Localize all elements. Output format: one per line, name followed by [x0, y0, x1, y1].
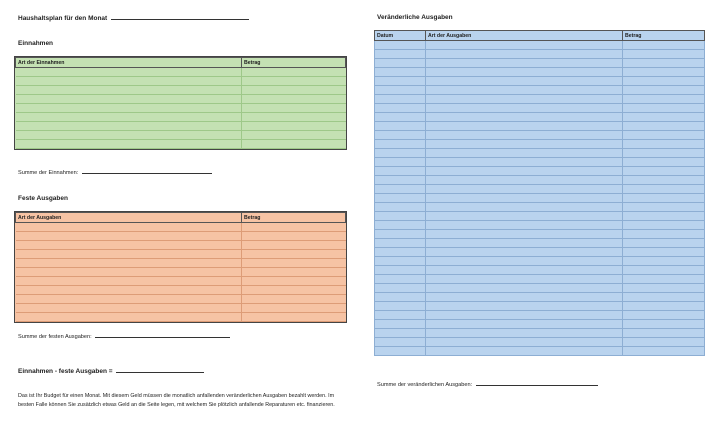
variable-row-cell[interactable]	[623, 185, 705, 194]
variable-row-cell[interactable]	[375, 41, 426, 50]
income-table	[15, 57, 346, 149]
variable-sum-label: Summe der veränderlichen Ausgaben:	[377, 382, 473, 388]
variable-row-cell[interactable]	[623, 212, 705, 221]
variable-row-cell[interactable]	[375, 320, 426, 329]
fixed-col-type: Art der Ausgaben	[16, 213, 242, 223]
variable-row-cell[interactable]	[375, 86, 426, 95]
variable-row-cell[interactable]	[426, 212, 623, 221]
variable-row	[375, 50, 705, 59]
income-row-cell[interactable]	[242, 122, 346, 131]
variable-row-cell[interactable]	[426, 338, 623, 347]
variable-row-cell[interactable]	[426, 131, 623, 140]
fixed-row	[16, 277, 346, 286]
variable-row-cell[interactable]	[623, 104, 705, 113]
variable-row-cell[interactable]	[375, 140, 426, 149]
fixed-row	[16, 223, 346, 232]
income-row-cell[interactable]	[242, 104, 346, 113]
variable-row-cell[interactable]	[623, 221, 705, 230]
variable-row-cell[interactable]	[375, 302, 426, 311]
variable-row-cell[interactable]	[426, 311, 623, 320]
variable-row-cell[interactable]	[623, 41, 705, 50]
variable-row	[375, 248, 705, 257]
variable-row	[375, 347, 705, 356]
variable-row-cell[interactable]	[375, 239, 426, 248]
variable-row-cell[interactable]	[623, 347, 705, 356]
variable-row-cell[interactable]	[623, 338, 705, 347]
variable-row-cell[interactable]	[426, 248, 623, 257]
fixed-sum-blank-line[interactable]	[95, 332, 230, 338]
income-heading: Einnahmen	[18, 40, 54, 47]
fixed-table-body	[16, 223, 346, 322]
variable-row-cell[interactable]	[375, 149, 426, 158]
variable-row-cell[interactable]	[375, 77, 426, 86]
variable-row-cell[interactable]	[623, 320, 705, 329]
fixed-row-cell[interactable]	[16, 295, 242, 304]
variable-row-cell[interactable]	[426, 284, 623, 293]
income-row	[16, 86, 346, 95]
fixed-row	[16, 268, 346, 277]
income-row-cell[interactable]	[242, 95, 346, 104]
variable-row	[375, 140, 705, 149]
variable-row-cell[interactable]	[426, 329, 623, 338]
variable-sum	[377, 380, 598, 388]
page-title-text: Haushaltsplan für den Monat	[18, 15, 108, 22]
variable-row-cell[interactable]	[375, 212, 426, 221]
income-row-cell[interactable]	[16, 68, 242, 77]
variable-row-cell[interactable]	[426, 194, 623, 203]
variable-row	[375, 221, 705, 230]
variable-row	[375, 230, 705, 239]
variable-row-cell[interactable]	[375, 104, 426, 113]
variable-row-cell[interactable]	[426, 140, 623, 149]
variable-row-cell[interactable]	[375, 230, 426, 239]
variable-row-cell[interactable]	[623, 176, 705, 185]
variable-row-cell[interactable]	[426, 149, 623, 158]
fixed-row-cell[interactable]	[242, 250, 346, 259]
fixed-row-cell[interactable]	[16, 277, 242, 286]
income-row-cell[interactable]	[242, 131, 346, 140]
variable-row-cell[interactable]	[623, 239, 705, 248]
variable-row-cell[interactable]	[426, 95, 623, 104]
variable-row-cell[interactable]	[426, 158, 623, 167]
variable-row-cell[interactable]	[623, 113, 705, 122]
fixed-row-cell[interactable]	[242, 313, 346, 322]
income-sum-blank-line[interactable]	[82, 168, 212, 174]
fixed-row-cell[interactable]	[242, 277, 346, 286]
income-col-amount: Betrag	[242, 58, 346, 68]
variable-row	[375, 185, 705, 194]
variable-row-cell[interactable]	[426, 347, 623, 356]
variable-row-cell[interactable]	[426, 257, 623, 266]
variable-row-cell[interactable]	[623, 77, 705, 86]
variable-row-cell[interactable]	[623, 329, 705, 338]
variable-row	[375, 68, 705, 77]
income-row-cell[interactable]	[242, 77, 346, 86]
variable-row-cell[interactable]	[426, 185, 623, 194]
fixed-sum	[18, 332, 230, 340]
variable-row-cell[interactable]	[623, 194, 705, 203]
variable-row-cell[interactable]	[375, 293, 426, 302]
income-row	[16, 104, 346, 113]
variable-row-cell[interactable]	[426, 50, 623, 59]
income-row	[16, 122, 346, 131]
fixed-row-cell[interactable]	[242, 268, 346, 277]
variable-row-cell[interactable]	[623, 284, 705, 293]
variable-row-cell[interactable]	[426, 104, 623, 113]
fixed-row-cell[interactable]	[16, 250, 242, 259]
variable-row-cell[interactable]	[375, 167, 426, 176]
fixed-row	[16, 250, 346, 259]
variable-table-body	[375, 41, 705, 356]
variable-row-cell[interactable]	[426, 266, 623, 275]
fixed-row-cell[interactable]	[242, 223, 346, 232]
variable-heading: Veränderliche Ausgaben	[377, 14, 453, 21]
balance-blank-line[interactable]	[116, 367, 204, 373]
fixed-row	[16, 232, 346, 241]
variable-row	[375, 275, 705, 284]
fixed-table	[15, 212, 346, 322]
fixed-row-cell[interactable]	[16, 241, 242, 250]
variable-row	[375, 176, 705, 185]
income-col-type: Art der Einnahmen	[16, 58, 242, 68]
fixed-row-cell[interactable]	[16, 304, 242, 313]
variable-row-cell[interactable]	[375, 266, 426, 275]
variable-row-cell[interactable]	[623, 248, 705, 257]
variable-row-cell[interactable]	[623, 86, 705, 95]
variable-row	[375, 329, 705, 338]
fixed-row-cell[interactable]	[16, 232, 242, 241]
variable-row-cell[interactable]	[623, 131, 705, 140]
variable-row-cell[interactable]	[426, 203, 623, 212]
variable-row	[375, 284, 705, 293]
variable-col-amount: Betrag	[623, 31, 705, 41]
variable-row-cell[interactable]	[623, 311, 705, 320]
income-row-cell[interactable]	[16, 113, 242, 122]
variable-row	[375, 212, 705, 221]
variable-row-cell[interactable]	[375, 122, 426, 131]
variable-row-cell[interactable]	[623, 122, 705, 131]
variable-row-cell[interactable]	[426, 239, 623, 248]
variable-row-cell[interactable]	[375, 158, 426, 167]
variable-row-cell[interactable]	[623, 59, 705, 68]
fixed-row-cell[interactable]	[242, 232, 346, 241]
variable-row-cell[interactable]	[623, 68, 705, 77]
income-row-cell[interactable]	[242, 140, 346, 149]
variable-row-cell[interactable]	[426, 68, 623, 77]
fixed-heading: Feste Ausgaben	[18, 195, 68, 202]
fixed-row-cell[interactable]	[242, 241, 346, 250]
variable-row	[375, 311, 705, 320]
income-sum-label: Summe der Einnahmen:	[18, 170, 79, 176]
fixed-row-cell[interactable]	[242, 259, 346, 268]
variable-row-cell[interactable]	[426, 320, 623, 329]
variable-row-cell[interactable]	[623, 95, 705, 104]
variable-row	[375, 257, 705, 266]
variable-row	[375, 167, 705, 176]
variable-row	[375, 86, 705, 95]
variable-row	[375, 158, 705, 167]
fixed-col-amount: Betrag	[242, 213, 346, 223]
variable-row	[375, 122, 705, 131]
variable-row-cell[interactable]	[375, 185, 426, 194]
income-row-cell[interactable]	[16, 86, 242, 95]
income-table-body	[16, 68, 346, 149]
variable-row-cell[interactable]	[375, 203, 426, 212]
income-row	[16, 131, 346, 140]
fixed-row	[16, 295, 346, 304]
variable-row-cell[interactable]	[375, 95, 426, 104]
fixed-row-cell[interactable]	[16, 313, 242, 322]
variable-row	[375, 239, 705, 248]
variable-row-cell[interactable]	[426, 167, 623, 176]
variable-row-cell[interactable]	[623, 257, 705, 266]
variable-row-cell[interactable]	[426, 77, 623, 86]
variable-table	[374, 30, 705, 356]
variable-row-cell[interactable]	[375, 284, 426, 293]
variable-row-cell[interactable]	[623, 167, 705, 176]
fixed-row	[16, 304, 346, 313]
variable-row-cell[interactable]	[426, 221, 623, 230]
variable-row	[375, 149, 705, 158]
variable-row	[375, 338, 705, 347]
variable-row	[375, 320, 705, 329]
variable-row	[375, 194, 705, 203]
variable-row	[375, 266, 705, 275]
variable-col-date: Datum	[375, 31, 426, 41]
variable-row-cell[interactable]	[375, 113, 426, 122]
variable-col-type: Art der Ausgaben	[426, 31, 623, 41]
income-sum	[18, 168, 212, 176]
variable-row	[375, 95, 705, 104]
variable-row	[375, 104, 705, 113]
variable-row	[375, 41, 705, 50]
variable-row-cell[interactable]	[623, 50, 705, 59]
income-row	[16, 77, 346, 86]
budget-note: Das ist Ihr Budget für einen Monat. Mit diesem Geld müssen die monatlich anfallenden veränderlichen Ausgaben bezahlt werden. Im besten Falle können Sie zusätzlich etwas Geld an die Seite legen, mit welchem Sie plötzlich anfallende Reparaturen etc. finanzieren.	[18, 393, 335, 408]
income-row	[16, 140, 346, 149]
variable-row-cell[interactable]	[375, 68, 426, 77]
variable-row-cell[interactable]	[426, 293, 623, 302]
fixed-row-cell[interactable]	[16, 268, 242, 277]
variable-row	[375, 302, 705, 311]
fixed-row-cell[interactable]	[242, 286, 346, 295]
variable-row	[375, 131, 705, 140]
income-row-cell[interactable]	[242, 113, 346, 122]
variable-row-cell[interactable]	[375, 194, 426, 203]
variable-row	[375, 113, 705, 122]
variable-row	[375, 59, 705, 68]
income-row	[16, 68, 346, 77]
variable-row-cell[interactable]	[623, 275, 705, 284]
balance-label: Einnahmen - feste Ausgaben =	[18, 368, 113, 375]
variable-row-cell[interactable]	[623, 149, 705, 158]
variable-row-cell[interactable]	[375, 275, 426, 284]
variable-row-cell[interactable]	[426, 176, 623, 185]
variable-row-cell[interactable]	[375, 338, 426, 347]
income-row-cell[interactable]	[242, 86, 346, 95]
fixed-row-cell[interactable]	[16, 259, 242, 268]
income-row-cell[interactable]	[16, 77, 242, 86]
fixed-row	[16, 241, 346, 250]
income-row-cell[interactable]	[16, 104, 242, 113]
fixed-row	[16, 313, 346, 322]
variable-row-cell[interactable]	[375, 347, 426, 356]
variable-row-cell[interactable]	[426, 113, 623, 122]
income-row-cell[interactable]	[16, 95, 242, 104]
variable-row-cell[interactable]	[426, 230, 623, 239]
variable-row-cell[interactable]	[375, 221, 426, 230]
income-row	[16, 113, 346, 122]
variable-row-cell[interactable]	[623, 230, 705, 239]
variable-row-cell[interactable]	[426, 275, 623, 284]
income-row-cell[interactable]	[16, 131, 242, 140]
fixed-row-cell[interactable]	[16, 286, 242, 295]
fixed-sum-label: Summe der festen Ausgaben:	[18, 334, 92, 340]
variable-row-cell[interactable]	[375, 329, 426, 338]
variable-row-cell[interactable]	[375, 50, 426, 59]
variable-row-cell[interactable]	[375, 176, 426, 185]
fixed-row-cell[interactable]	[242, 304, 346, 313]
variable-row-cell[interactable]	[375, 59, 426, 68]
variable-row-cell[interactable]	[623, 140, 705, 149]
income-row-cell[interactable]	[16, 140, 242, 149]
income-row	[16, 95, 346, 104]
page-title	[18, 14, 249, 22]
variable-row-cell[interactable]	[426, 302, 623, 311]
variable-row-cell[interactable]	[426, 59, 623, 68]
balance-row	[18, 367, 204, 375]
variable-row-cell[interactable]	[426, 86, 623, 95]
variable-row	[375, 77, 705, 86]
income-row-cell[interactable]	[242, 68, 346, 77]
fixed-row-cell[interactable]	[242, 295, 346, 304]
variable-row-cell[interactable]	[623, 293, 705, 302]
fixed-row	[16, 286, 346, 295]
variable-row-cell[interactable]	[623, 266, 705, 275]
variable-row	[375, 203, 705, 212]
variable-row-cell[interactable]	[375, 257, 426, 266]
variable-row-cell[interactable]	[426, 41, 623, 50]
variable-row-cell[interactable]	[375, 311, 426, 320]
income-row-cell[interactable]	[16, 122, 242, 131]
variable-row-cell[interactable]	[375, 131, 426, 140]
variable-row-cell[interactable]	[623, 203, 705, 212]
variable-row-cell[interactable]	[375, 248, 426, 257]
variable-row-cell[interactable]	[426, 122, 623, 131]
variable-row-cell[interactable]	[623, 158, 705, 167]
fixed-row-cell[interactable]	[16, 223, 242, 232]
variable-row	[375, 293, 705, 302]
variable-row-cell[interactable]	[623, 302, 705, 311]
month-blank-line[interactable]	[111, 14, 249, 20]
variable-sum-blank-line[interactable]	[476, 380, 598, 386]
fixed-row	[16, 259, 346, 268]
